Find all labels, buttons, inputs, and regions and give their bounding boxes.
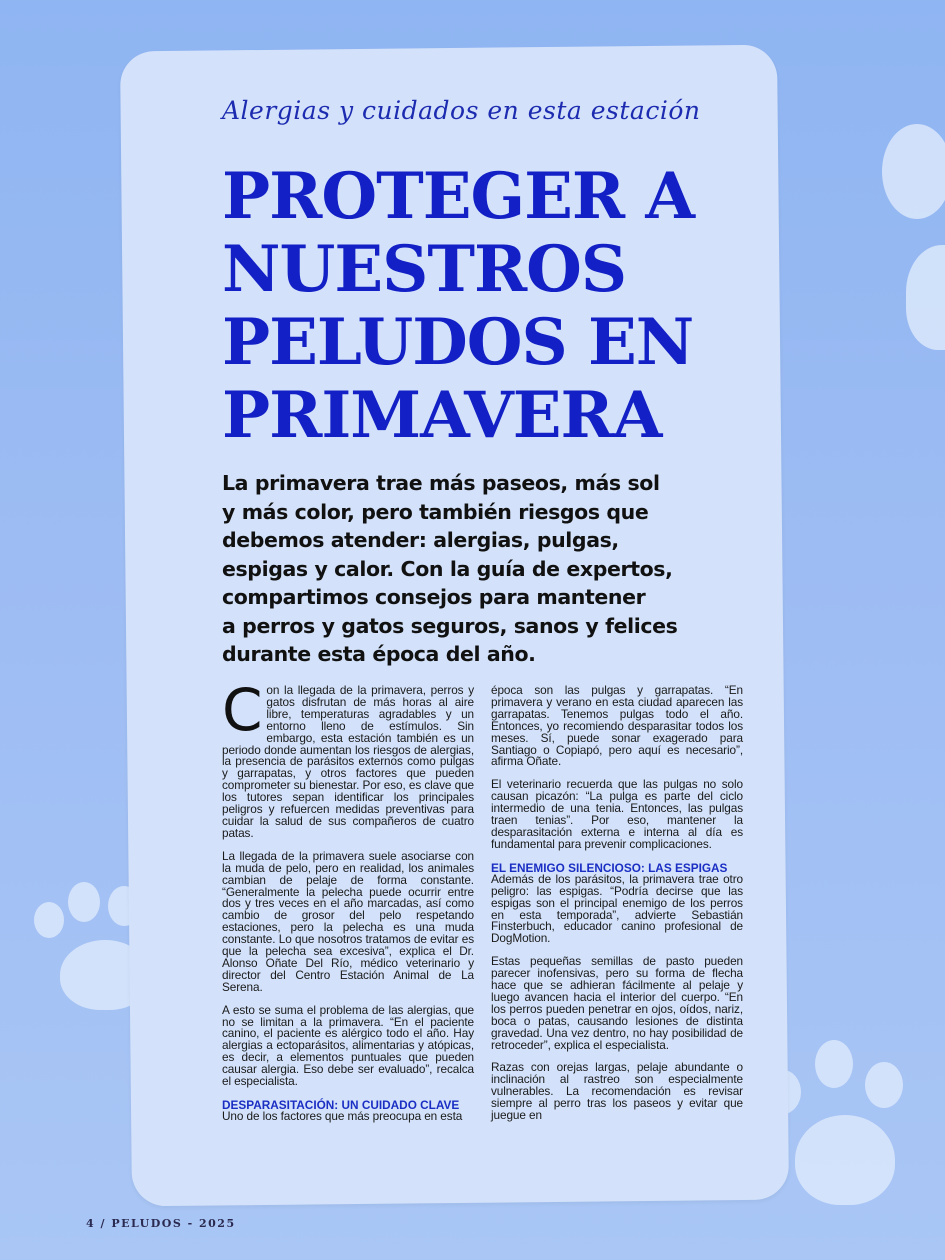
headline-line: NUESTROS [222,232,627,307]
lead-line: y más color, pero también riesgos que [222,499,649,524]
lead-line: durante esta época del año. [222,642,536,666]
headline-line: PROTEGER A [222,159,695,234]
lead-line: a perros y gatos seguros, sanos y felices [222,613,678,638]
kicker: Alergias y cuidados en esta estación [222,96,701,125]
body-paragraph: época son las pulgas y garrapatas. “En primavera y verano en esta ciudad aparecen las garrapatas. Tenemos pulgas todo el año. Entonces, yo recomiendo desparasitar todos los meses. Sí, puede sonar exagerado para Santiago o Copiapó, pero aquí es necesario”, afirma Oñate. [491,683,743,769]
section-heading: DESPARASITACIÓN: UN CUIDADO CLAVE [222,1098,460,1112]
lead-line: espigas y calor. Con la guía de expertos, [222,556,673,581]
page-footer: 4 / PELUDOS - 2025 [86,1217,236,1230]
body-column-right [491,685,743,1133]
section-heading: EL ENEMIGO SILENCIOSO: LAS ESPIGAS [491,860,728,875]
headline-line: PRIMAVERA [222,378,662,453]
drop-cap: C [222,676,263,744]
lead-line: compartimos consejos para mantener [222,585,646,609]
body-column-left [222,676,474,1134]
lead-line: debemos atender: alergias, pulgas, [222,528,619,552]
body-paragraph: A esto se suma el problema de las alergias, que no se limitan a la primavera. “En el paciente canino, el paciente es alérgico todo el año. Hay alergias a ectoparásitos, alimentarias y atópicas, es decir, a elementos puntuales que pueden causar alergia. Eso debe ser evaluado”, recalca el especialista. [222,1002,474,1089]
body-paragraph [222,676,474,840]
body-paragraph: Además de los parásitos, la primavera trae otro peligro: las espigas. “Podría decirse que las espigas son el principal enemigo de los perros en esta temporada”, advierte Sebastián Finsterbuch, educador canino profesional de DogMotion. [491,871,743,946]
body-paragraph: Estas pequeñas semillas de pasto pueden parecer inofensivas, pero su forma de flecha hace que se adhieran fácilmente al pelaje y luego avancen hacia el interior del cuerpo. “En los perros pueden penetrar en ojos, oídos, nariz, boca o patas, causando lesiones de distinta gravedad. Una vez dentro, no hay posibilidad de retroceder”, explica el especialista. [491,954,743,1052]
lead-line: La primavera trae más paseos, más sol [222,471,660,495]
body-paragraph: Uno de los factores que más preocupa en esta [222,1109,463,1123]
body-paragraph: La llegada de la primavera suele asociarse con la muda de pelo, pero en realidad, los animales cambian de pelaje de forma constante. “Generalmente la pelecha puede ocurrir entre dos y tres veces en el año marcadas, así como cambio de grosor del pelo respetando estaciones, pero la pelecha es una muda constante. Lo que nosotros tratamos de evitar es que la pelecha sea excesiva”, explica el Dr. Alonso Oñate Del Río, médico veterinario y director del Centro Estación Animal de La Serena. [222,848,474,994]
body-paragraph: Razas con orejas largas, pelaje abundante o inclinación al rastreo son especialmente vulnerables. La recomendación es revisar siempre al perro tras los paseos y evitar que juegue en [491,1060,743,1123]
body-text: on la llegada de la primavera, perros y gatos disfrutan de más horas al aire libre, temperaturas agradables y un entorno lleno de estímulos. Sin embargo, esta estación también es un periodo donde aumentan los riesgos de alergias, la presencia de parásitos externos como pulgas y garrapatas, y otros factores que pueden comprometer su bienestar. Por eso, es clave que los tutores sepan identificar los principales peligros y refuercen medidas preventivas para cuidar la salud de sus compañeros de cuatro patas. [222,683,474,840]
body-paragraph: El veterinario recuerda que las pulgas no solo causan picazón: “La pulga es parte del ciclo intermedio de una tenia. Entonces, las pulgas traen tenias”. Por eso, mantener la desparasitación externa e interna al día es fundamental para prevenir complicaciones. [491,777,743,851]
headline [222,160,782,452]
headline-line: PELUDOS EN [222,305,694,380]
lead-paragraph [222,469,742,669]
